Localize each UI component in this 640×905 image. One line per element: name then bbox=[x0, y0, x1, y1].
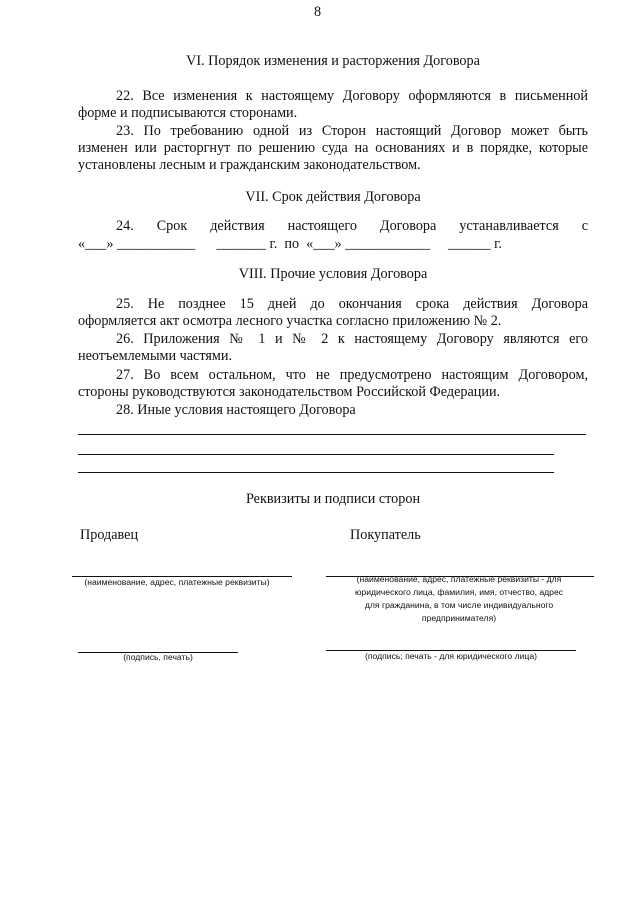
section-7-heading: VII. Срок действия Договора bbox=[245, 189, 421, 205]
p26-line1: 26. Приложения № 1 и № 2 к настоящему Договору являются его bbox=[116, 331, 588, 347]
p22-line2: форме и подписываются сторонами. bbox=[78, 105, 298, 121]
section-8-heading: VIII. Прочие условия Договора bbox=[238, 266, 428, 282]
p23-line1: 23. По требованию одной из Сторон настоящий Договор может быть bbox=[116, 123, 588, 139]
buyer-label: Покупатель bbox=[350, 527, 421, 543]
seller-details-caption: (наименование, адрес, платежные реквизиты) bbox=[84, 577, 270, 587]
p27-line1: 27. Во всем остальном, что не предусмотрено настоящим Договором, bbox=[116, 367, 588, 383]
blank-line bbox=[78, 434, 586, 435]
seller-sign-caption: (подпись, печать) bbox=[123, 652, 193, 662]
p24-line2: «___» ___________ _______ г. по «___» ____________ ______ г. bbox=[78, 236, 502, 252]
p27-line2: стороны руководствуются законодательством Российской Федерации. bbox=[78, 384, 501, 400]
blank-line bbox=[78, 472, 554, 473]
seller-label: Продавец bbox=[80, 527, 139, 543]
page-number: 8 bbox=[314, 4, 322, 20]
p25-line2: оформляется акт осмотра лесного участка согласно приложению № 2. bbox=[78, 313, 502, 329]
section-6-heading: VI. Порядок изменения и расторжения Договора bbox=[186, 53, 480, 69]
p28-text: 28. Иные условия настоящего Договора bbox=[116, 402, 356, 418]
p25-line1: 25. Не позднее 15 дней до окончания срока действия Договора bbox=[116, 296, 588, 312]
p23-line3: установлены лесным и гражданским законодательством. bbox=[78, 157, 421, 173]
p24-line1: 24. Срок действия настоящего Договора устанавливается с bbox=[116, 218, 588, 234]
p26-line2: неотъемлемыми частями. bbox=[78, 348, 232, 364]
buyer-sign-caption: (подпись; печать - для юридического лица) bbox=[365, 651, 537, 661]
buyer-details-caption: (наименование, адрес, платежные реквизиты - для юридического лица, фамилия, имя, отчество, адрес для гражданина, в том числе индивидуального предпринимателя) bbox=[354, 574, 564, 623]
signatures-heading: Реквизиты и подписи сторон bbox=[245, 491, 421, 507]
p22-line1: 22. Все изменения к настоящему Договору оформляются в письменной bbox=[116, 88, 588, 104]
blank-line bbox=[78, 454, 554, 455]
p23-line2: изменен или расторгнут по решению суда на основаниях и в порядке, которые bbox=[78, 140, 588, 156]
